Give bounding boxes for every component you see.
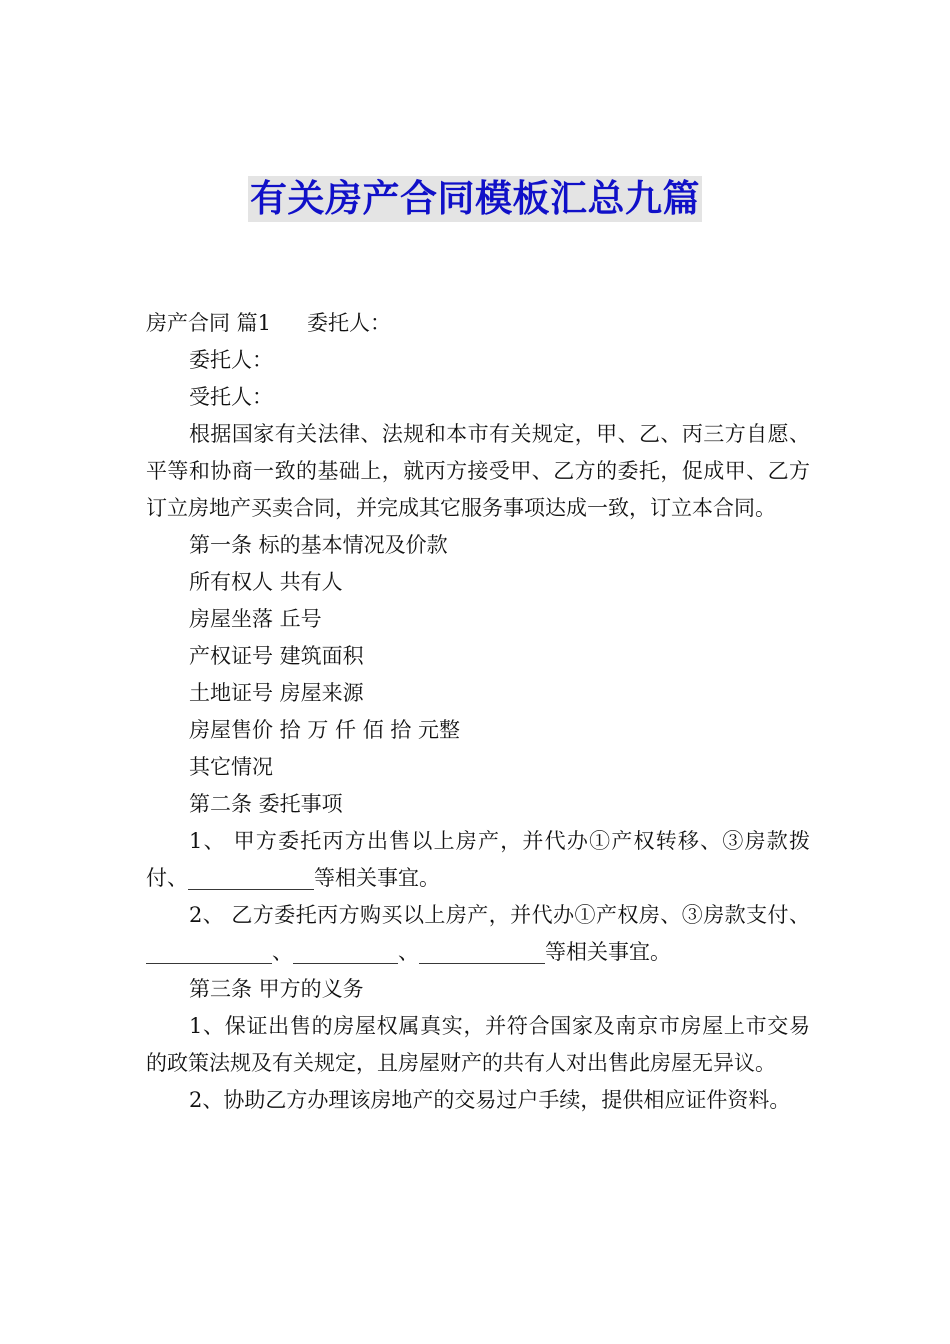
- field-owner: 所有权人 共有人: [189, 570, 343, 594]
- document-title: 有关房产合同模板汇总九篇: [250, 177, 700, 220]
- article-2-heading: 第二条 委托事项: [189, 792, 343, 816]
- field-land-certificate: 土地证号 房屋来源: [189, 681, 364, 705]
- paragraph-preamble: 根据国家有关法律、法规和本市有关规定，甲、乙、丙三方自愿、平等和协商一致的基础上，就丙方接受甲、乙方的委托，促成甲、乙方订立房地产买卖合同，并完成其它服务事项达成一致，订立本合同。: [146, 422, 810, 520]
- paragraph-agent: 受托人：: [189, 385, 273, 409]
- article-3-item-1: 1、保证出售的房屋权属真实，并符合国家及南京市房屋上市交易的政策法规及有关规定，且房屋财产的共有人对出售此房屋无异议。: [146, 1014, 810, 1075]
- field-other: 其它情况: [189, 755, 273, 779]
- article-3-heading: 第三条 甲方的义务: [189, 977, 364, 1001]
- field-price: 房屋售价 拾 万 仟 佰 拾 元整: [189, 718, 461, 742]
- article-2-item-1: 1、 甲方委托丙方出售以上房产，并代办①产权转移、③房款拨付、____________等相关事宜。: [146, 829, 810, 890]
- section-heading: 房产合同 篇1: [146, 311, 272, 335]
- title-container: [0, 176, 950, 222]
- article-3-item-2: 2、协助乙方办理该房地产的交易过户手续，提供相应证件资料。: [189, 1088, 791, 1112]
- article-1-heading: 第一条 标的基本情况及价款: [189, 533, 448, 557]
- principal-label: 委托人：: [307, 311, 392, 335]
- paragraph-principal: 委托人：: [189, 348, 273, 372]
- document-body: [146, 305, 810, 1119]
- article-2-item-2: 2、 乙方委托丙方购买以上房产，并代办①产权房、③房款支付、____________、__________、____________等相关事宜。: [146, 903, 810, 964]
- field-location: 房屋坐落 丘号: [189, 607, 322, 631]
- field-certificate: 产权证号 建筑面积: [189, 644, 364, 668]
- first-line: [146, 305, 810, 342]
